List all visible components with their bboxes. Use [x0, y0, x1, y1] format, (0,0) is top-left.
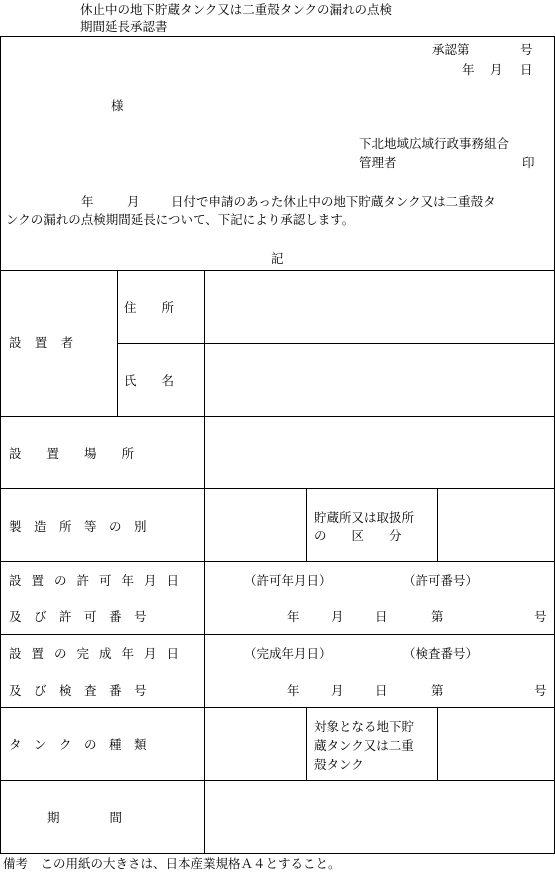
body-year-label: 年: [81, 194, 94, 209]
issue-month-label: 月: [490, 62, 503, 77]
table-top-line: [0, 270, 555, 271]
issue-year-label: 年: [462, 62, 475, 77]
storage-classification-label-2: の 区 分: [314, 528, 402, 543]
approval-number-suffix: 号: [520, 42, 533, 57]
row-divider: [0, 634, 555, 635]
permit-go-label: 号: [534, 609, 547, 624]
completion-day-label: 日: [375, 683, 388, 698]
row-divider: [0, 488, 555, 489]
manager-title: 管理者: [359, 155, 397, 170]
inspection-number-hint: （検査番号）: [403, 646, 479, 661]
column-divider: [306, 707, 307, 780]
seal-mark: 印: [522, 155, 535, 170]
installer-label: 設 置 者: [9, 335, 74, 350]
permit-month-label: 月: [331, 609, 344, 624]
permit-date-hint: （許可年月日）: [244, 573, 332, 588]
name-label: 氏 名: [124, 373, 175, 388]
document-title-line1: 休止中の地下貯蔵タンク又は二重殻タンクの漏れの点検: [80, 2, 393, 17]
footer-note: 備考 この用紙の大きさは、日本産業規格Ａ４とすること。: [3, 856, 341, 871]
organization-name: 下北地域広域行政事務組合: [359, 136, 510, 151]
addressee-suffix: 様: [111, 98, 124, 113]
period-label: 期 間: [47, 810, 123, 825]
permit-number-label: 及び許可番号: [9, 609, 160, 624]
address-label: 住 所: [124, 300, 175, 315]
permit-number-hint: （許可番号）: [403, 573, 479, 588]
target-tank-label-3: 殻タンク: [314, 757, 364, 772]
completion-year-label: 年: [287, 683, 300, 698]
column-divider: [204, 270, 205, 854]
target-tank-label-1: 対象となる地下貯: [314, 719, 415, 734]
document-title-line2: 期間延長承認書: [80, 19, 168, 34]
row-divider: [0, 416, 555, 417]
permit-date-label: 設置の許可年月日: [9, 573, 190, 588]
column-divider: [306, 488, 307, 561]
completion-date-label: 設置の完成年月日: [9, 646, 190, 661]
approval-number-prefix: 承認第: [432, 42, 470, 57]
row-divider: [0, 707, 555, 708]
body-text-line1: 日付で申請のあった休止中の地下貯蔵タンク又は二重殻タ: [171, 194, 496, 209]
target-tank-label-2: 蔵タンク又は二重: [314, 738, 414, 753]
row-divider: [0, 780, 555, 781]
column-divider: [117, 270, 118, 416]
issue-day-label: 日: [520, 62, 533, 77]
tank-type-label: タ ン ク の 種 類: [9, 737, 147, 752]
completion-go-label: 号: [534, 683, 547, 698]
row-divider: [0, 561, 555, 562]
storage-classification-label-1: 貯蔵所又は取扱所: [314, 510, 415, 525]
ki-heading: 記: [271, 251, 284, 266]
completion-month-label: 月: [331, 683, 344, 698]
facility-type-label: 製 造 所 等 の 別: [9, 519, 147, 534]
location-label: 設 置 場 所: [9, 446, 135, 461]
body-month-label: 月: [127, 194, 140, 209]
column-divider: [437, 707, 438, 780]
completion-dai-label: 第: [431, 683, 444, 698]
inspection-number-label: 及び検査番号: [9, 683, 160, 698]
permit-day-label: 日: [375, 609, 388, 624]
permit-year-label: 年: [287, 609, 300, 624]
completion-date-hint: （完成年月日）: [244, 646, 332, 661]
row-divider: [117, 343, 555, 344]
column-divider: [437, 488, 438, 561]
permit-dai-label: 第: [431, 609, 444, 624]
body-text-line2: ンクの漏れの点検期間延長について、下記により承認します。: [6, 212, 355, 227]
